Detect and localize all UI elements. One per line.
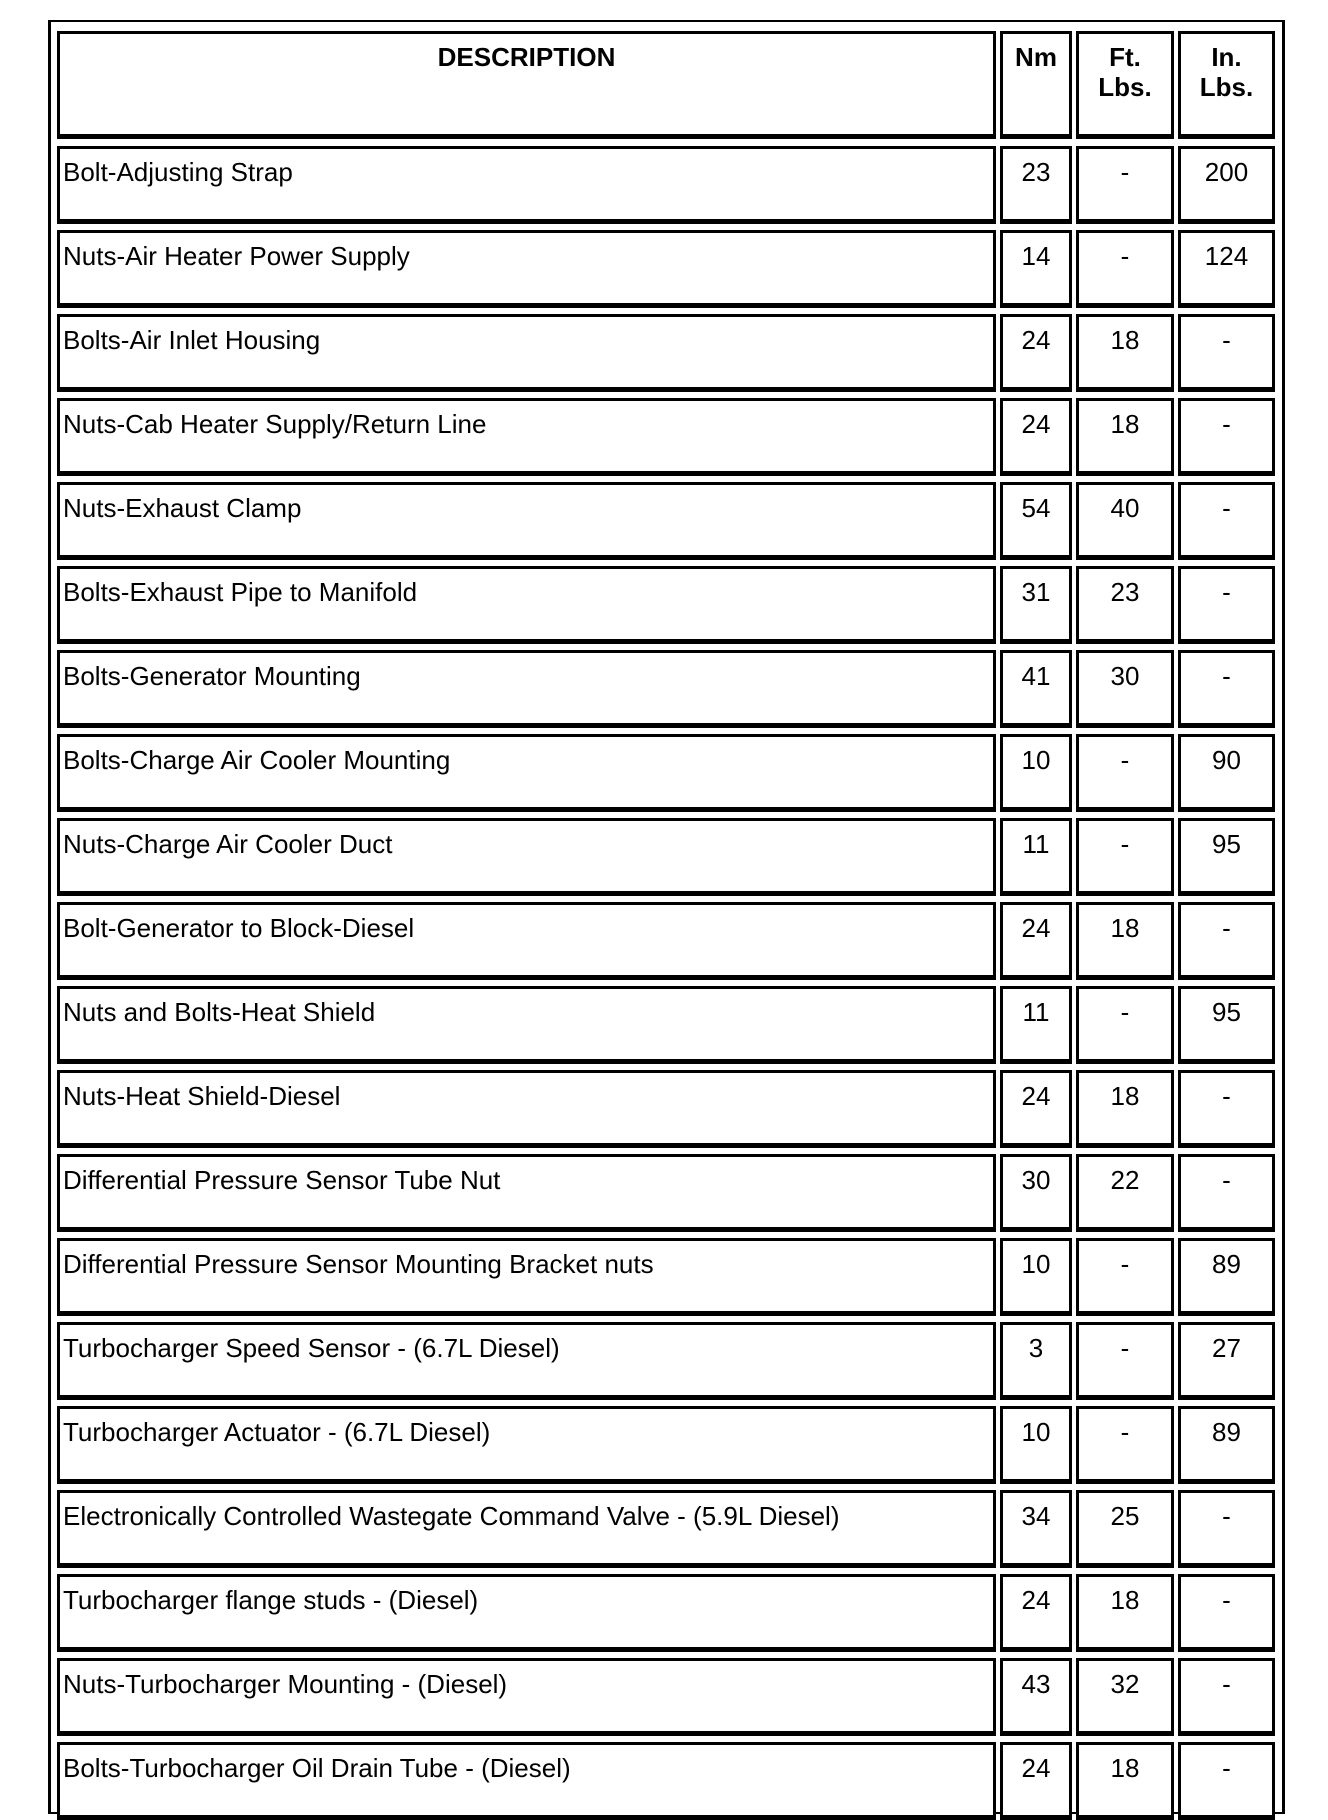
cell-nm: 10 xyxy=(1000,1238,1072,1316)
cell-nm: 24 xyxy=(1000,1070,1072,1148)
cell-nm: 23 xyxy=(1000,146,1072,224)
cell-ft-lbs: 18 xyxy=(1076,902,1174,980)
cell-ft-lbs: 18 xyxy=(1076,398,1174,476)
cell-description: Bolts-Air Inlet Housing xyxy=(57,314,996,392)
cell-description: Electronically Controlled Wastegate Command Valve - (5.9L Diesel) xyxy=(57,1490,996,1568)
cell-in-lbs: - xyxy=(1178,902,1275,980)
cell-in-lbs: 124 xyxy=(1178,230,1275,308)
cell-description: Bolts-Turbocharger Oil Drain Tube - (Diesel) xyxy=(57,1742,996,1820)
cell-ft-lbs: 18 xyxy=(1076,1742,1174,1820)
cell-description: Nuts-Exhaust Clamp xyxy=(57,482,996,560)
cell-description: Nuts-Cab Heater Supply/Return Line xyxy=(57,398,996,476)
cell-in-lbs: - xyxy=(1178,1742,1275,1820)
cell-nm: 14 xyxy=(1000,230,1072,308)
cell-ft-lbs: 25 xyxy=(1076,1490,1174,1568)
cell-nm: 3 xyxy=(1000,1322,1072,1400)
cell-in-lbs: - xyxy=(1178,482,1275,560)
cell-ft-lbs: 18 xyxy=(1076,1574,1174,1652)
cell-nm: 10 xyxy=(1000,734,1072,812)
cell-ft-lbs: 23 xyxy=(1076,566,1174,644)
cell-description: Turbocharger Speed Sensor - (6.7L Diesel) xyxy=(57,1322,996,1400)
cell-description: Turbocharger Actuator - (6.7L Diesel) xyxy=(57,1406,996,1484)
cell-ft-lbs: 18 xyxy=(1076,314,1174,392)
cell-in-lbs: - xyxy=(1178,650,1275,728)
cell-in-lbs: 89 xyxy=(1178,1406,1275,1484)
cell-in-lbs: 89 xyxy=(1178,1238,1275,1316)
cell-ft-lbs: - xyxy=(1076,1406,1174,1484)
cell-in-lbs: - xyxy=(1178,1154,1275,1232)
cell-in-lbs: 27 xyxy=(1178,1322,1275,1400)
cell-nm: 30 xyxy=(1000,1154,1072,1232)
cell-description: Nuts-Air Heater Power Supply xyxy=(57,230,996,308)
cell-in-lbs: 95 xyxy=(1178,986,1275,1064)
cell-nm: 24 xyxy=(1000,902,1072,980)
cell-ft-lbs: 22 xyxy=(1076,1154,1174,1232)
cell-in-lbs: - xyxy=(1178,566,1275,644)
cell-ft-lbs: - xyxy=(1076,230,1174,308)
cell-description: Bolts-Charge Air Cooler Mounting xyxy=(57,734,996,812)
cell-description: Nuts-Charge Air Cooler Duct xyxy=(57,818,996,896)
cell-ft-lbs: 30 xyxy=(1076,650,1174,728)
cell-description: Turbocharger flange studs - (Diesel) xyxy=(57,1574,996,1652)
cell-ft-lbs: - xyxy=(1076,146,1174,224)
cell-nm: 11 xyxy=(1000,986,1072,1064)
cell-ft-lbs: 40 xyxy=(1076,482,1174,560)
cell-description: Bolt-Adjusting Strap xyxy=(57,146,996,224)
cell-ft-lbs: - xyxy=(1076,734,1174,812)
cell-ft-lbs: - xyxy=(1076,818,1174,896)
header-nm: Nm xyxy=(1000,31,1072,139)
cell-in-lbs: 200 xyxy=(1178,146,1275,224)
cell-in-lbs: - xyxy=(1178,314,1275,392)
header-description: DESCRIPTION xyxy=(57,31,996,139)
cell-in-lbs: 95 xyxy=(1178,818,1275,896)
cell-nm: 24 xyxy=(1000,314,1072,392)
cell-in-lbs: - xyxy=(1178,1070,1275,1148)
cell-nm: 11 xyxy=(1000,818,1072,896)
cell-ft-lbs: - xyxy=(1076,1322,1174,1400)
cell-description: Nuts and Bolts-Heat Shield xyxy=(57,986,996,1064)
cell-description: Differential Pressure Sensor Tube Nut xyxy=(57,1154,996,1232)
header-ft-lbs: Ft. Lbs. xyxy=(1076,31,1174,139)
cell-description: Nuts-Turbocharger Mounting - (Diesel) xyxy=(57,1658,996,1736)
cell-nm: 31 xyxy=(1000,566,1072,644)
cell-ft-lbs: 18 xyxy=(1076,1070,1174,1148)
cell-nm: 24 xyxy=(1000,1742,1072,1820)
cell-nm: 24 xyxy=(1000,1574,1072,1652)
cell-in-lbs: - xyxy=(1178,1658,1275,1736)
cell-nm: 10 xyxy=(1000,1406,1072,1484)
cell-description: Differential Pressure Sensor Mounting Bracket nuts xyxy=(57,1238,996,1316)
cell-ft-lbs: - xyxy=(1076,986,1174,1064)
cell-in-lbs: - xyxy=(1178,398,1275,476)
cell-nm: 43 xyxy=(1000,1658,1072,1736)
cell-nm: 34 xyxy=(1000,1490,1072,1568)
cell-description: Bolts-Generator Mounting xyxy=(57,650,996,728)
cell-in-lbs: - xyxy=(1178,1574,1275,1652)
header-in-lbs: In. Lbs. xyxy=(1178,31,1275,139)
cell-description: Bolts-Exhaust Pipe to Manifold xyxy=(57,566,996,644)
cell-nm: 54 xyxy=(1000,482,1072,560)
cell-ft-lbs: - xyxy=(1076,1238,1174,1316)
cell-in-lbs: - xyxy=(1178,1490,1275,1568)
cell-description: Bolt-Generator to Block-Diesel xyxy=(57,902,996,980)
cell-nm: 24 xyxy=(1000,398,1072,476)
cell-ft-lbs: 32 xyxy=(1076,1658,1174,1736)
cell-in-lbs: 90 xyxy=(1178,734,1275,812)
cell-nm: 41 xyxy=(1000,650,1072,728)
cell-description: Nuts-Heat Shield-Diesel xyxy=(57,1070,996,1148)
